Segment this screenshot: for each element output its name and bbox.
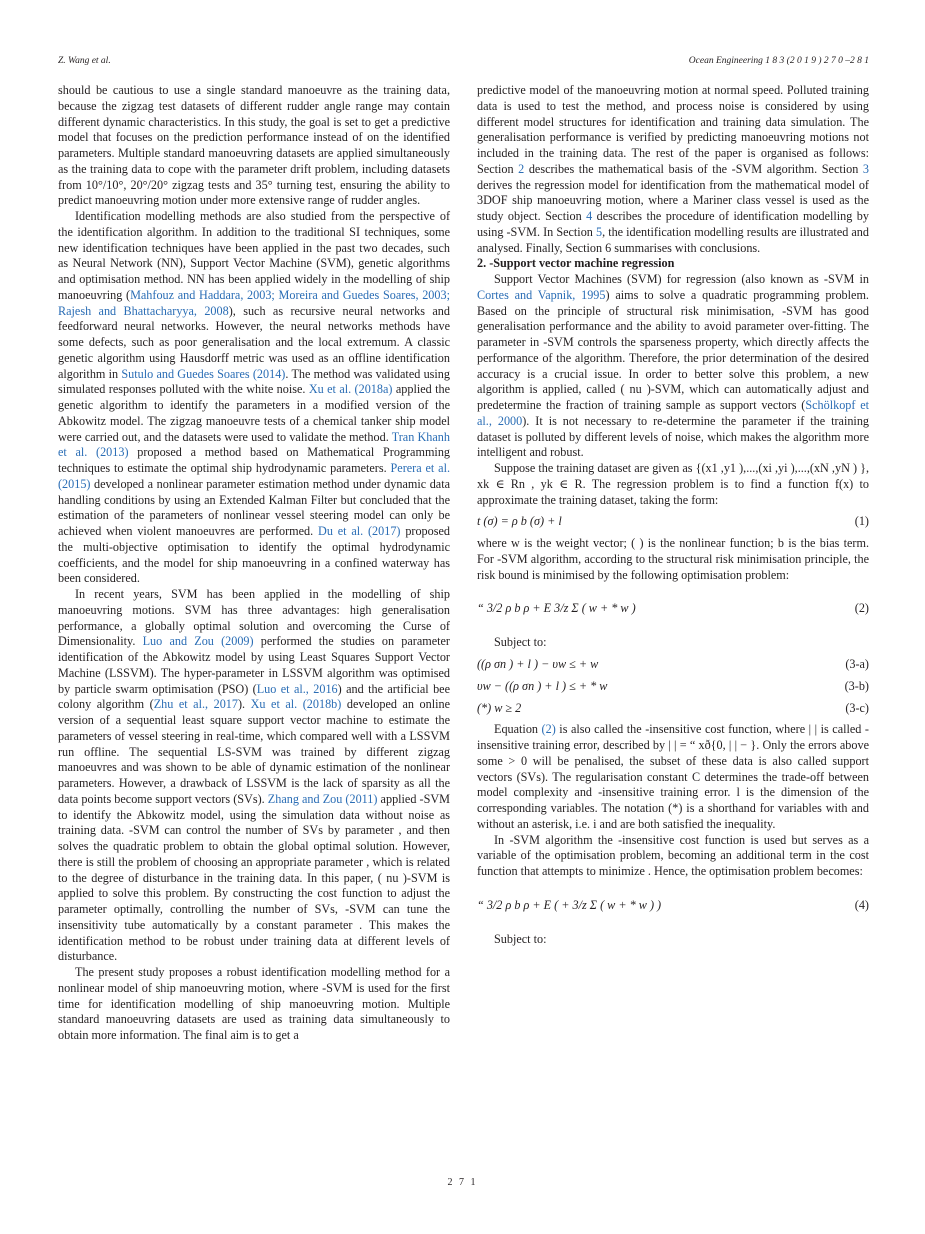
subject-to-label: Subject to: [494,635,547,650]
equation-number: (4) [854,897,869,912]
paragraph: where w is the weight vector; ( ) is the nonlinear function; b is the bias term. For -SVM algorithm, according to the structural risk minimisation principle, the risk bound is minimised by the following optimisation problem: [477,536,869,582]
equation-body: “ 3/2 ρ b ρ + E ( + 3/z Σ ( w + * w ) ) [477,897,662,912]
paragraph: Equation (2) is also called the -insensitive cost function, where | | is called -insensitive training error, described by | | = “ xð{0, | | − }. Only the errors above some > 0 will be penalised, the subset of these data is also called support vectors (SVs). The regularisation constant C determines the trade-off between model complexity and -insensitive training error. l is the dimension of the corresponding variables. The notation (*) is a shorthand for variables with and without an asterisk, i.e. i and are both satisfied the inequality. [477,722,869,831]
citation-link[interactable]: Sutulo and Guedes Soares (2014) [121,366,286,381]
section-link[interactable]: 5 [595,224,603,239]
citation-link[interactable]: Luo and Zou (2009) [142,634,254,649]
section-link[interactable]: 4 [586,209,593,223]
equation-number: (3-a) [845,657,869,671]
equation-body: ((ρ σn ) + l ) − υw ≤ + w [477,657,599,671]
equation-4 [477,886,869,926]
page-number: 2 7 1 [447,1177,478,1188]
subject-to-label: Subject to: [494,931,547,946]
citation-link[interactable]: Tran Khanh et al. (2013) [58,429,450,460]
right-column [477,83,869,948]
citation-link[interactable]: Zhang and Zou (2011) [267,791,378,806]
paragraph: should be cautious to use a single standard manoeuvre as the training data, because the zigzag test datasets of different rudder angle range may contain different dynamic characteristics. In this study, the goal is set to get a predictive model that focuses on the prediction performance instead of on the identified parameters. Multiple standard manoeuvring datasets are applied simultaneously as the training data to cope with the parameter drift problem, including datasets from 10°/10°, 20°/20° zigzag tests and 35° turning test, ensuring the ability to predict manoeuvring motion under more extensive range of rudder angles. [58,83,450,208]
citation-link[interactable]: Xu et al. (2018b) [250,697,342,712]
equation-1 [477,514,869,530]
left-column [58,83,450,1044]
paragraph: The present study proposes a robust identification modelling method for a nonlinear model of ship manoeuvring motion, where -SVM is used for the first time for identification modelling of ship manoeuvring motion. Multiple standard manoeuvring datasets are used as training data simultaneously to obtain more information. The final aim is to get a [58,965,450,1042]
section-heading: 2. -Support vector machine regression [477,256,675,271]
paragraph: Suppose the training dataset are given as {(x1 ,y1 ),...,(xi ,yi ),...,(xN ,yN ) }, xk ∈ Rn , yk ∈ R. The regression problem is to find a function f(x) to approximate the training dataset, taking the form: [477,461,869,507]
equation-number: (3-c) [845,700,869,715]
citation-link[interactable]: Xu et al. (2018a) [308,382,393,397]
paragraph: predictive model of the manoeuvring motion at normal speed. Polluted training data is used to test the method, and process noise is considered by using different model structures for identification and training data simulation. The generalisation performance is verified by predicting manoeuvring motions not included in the training data. The rest of the paper is organised as follows: Section 2 describes the mathematical basis of the -SVM algorithm. Section 3 derives the regression model for identification from the mathematical model of 3DOF ship manoeuvring motion, where a Mariner class vessel is used as the study object. Section 4 describes the procedure of identification modelling by using -SVM. In Section 5, the identification modelling results are illustrated and analysed. Finally, Section 6 summarises with conclusions. [477,83,870,255]
equation-link[interactable]: (2) [541,722,556,737]
section-link[interactable]: 3 [862,161,870,176]
citation-link[interactable]: Schölkopf et al., 2000 [477,398,869,428]
equation-3b [477,679,869,695]
running-header-authors: Z. Wang et al. [58,56,111,66]
equation-3c [477,701,869,717]
equation-body: “ 3/2 ρ b ρ + E 3/z Σ ( w + * w ) [477,601,636,616]
citation-link[interactable]: Perera et al. (2015) [58,461,450,491]
citation-link[interactable]: Cortes and Vapnik, 1995 [477,287,606,302]
equation-2 [477,589,869,629]
paragraph: In recent years, SVM has been applied in the modelling of ship manoeuvring motions. SVM has three advantages: high generalisation performance, a globally optimal solution and overcoming the Curse of Dimensionality. Luo and Zou (2009) performed the studies on parameter identification of the Abkowitz model by using Least Squares Support Vector Machine (LSSVM). The hyper-parameter in LSSVM algorithm was optimised by particle swarm optimisation (PSO) (Luo et al., 2016) and the artificial bee colony algorithm (Zhu et al., 2017). Xu et al. (2018b) developed an online version of a sequential least square support vector machine to estimate the parameters of vessel steering in real-time, which compared well with a LSSVM run offline. The sequential LS-SVM was trained by different zigzag manoeuvres and was shown to be able of dynamic estimation of the nonlinear parameters. However, a drawback of LSSVM is the lack of sparsity as all the data points become support vectors (SVs). Zhang and Zou (2011) applied -SVM to identify the Abkowitz model, using the simulation data without noise as training data. -SVM can control the number of SVs by parameter , and then solves the quadratic problem to obtain the global optimal solution. However, there is still the problem of choosing an appropriate parameter , which is related to the degree of disturbance in the training data. In this paper, ( nu )-SVM is applied to solve this problem. By constructing the cost function to adjust the parameter optimally, controlling the number of SVs, -SVM can tune the insensitivity tube automatically by a constant parameter . This makes the identification method to be robust under training data at different levels of disturbance. [58,587,450,964]
equation-body: υw − ((ρ σn ) + l ) ≤ + * w [477,678,608,693]
equation-3a [477,657,869,673]
paragraph: In -SVM algorithm the -insensitive cost function is used but serves as a variable of the optimisation problem, becoming an additional term in the cost function that attempts to minimize . Hence, the optimisation problem becomes: [477,832,869,878]
citation-link[interactable]: Mahfouz and Haddara, 2003; Moreira and Guedes Soares, 2003; Rajesh and Bhattacharyya, 2008 [58,287,450,318]
section-link[interactable]: 2 [518,161,525,176]
equation-number: (3-b) [844,678,869,693]
equation-body: t (σ) = ρ b (σ) + l [477,514,562,529]
paragraph: Support Vector Machines (SVM) for regression (also known as -SVM in Cortes and Vapnik, 1995) aims to solve a quadratic programming problem. Based on the principle of structural risk minimisation, -SVM has good generalisation performance and the ability to avoid parameter over-fitting. The parameter in -SVM controls the sparseness property, which directly affects the performance of the algorithm. Therefore, the prior determination of the desired accuracy is a crucial issue. In order to better solve this problem, a new algorithm is applied, called ( nu )-SVM, which can automatically adjust and predetermine the fraction of training sample as support vectors (Schölkopf et al., 2000). It is not necessary to re-determine the parameter if the training dataset is polluted by different levels of noise, which makes the algorithm more intelligent and robust. [477,272,870,460]
paragraph: Identification modelling methods are also studied from the perspective of the identification algorithm. In addition to the traditional SI techniques, some new identification techniques have been applied in the past two decades, such as Neural Network (NN), Support Vector Machine (SVM), genetic algorithms and optimisation method. NN has been applied widely in the modelling of ship manoeuvring (Mahfouz and Haddara, 2003; Moreira and Guedes Soares, 2003; Rajesh and Bhattacharyya, 2008), such as recursive neural networks and feedforward neural networks. However, the neural networks methods have some defects, such as poor generalisation and the local extremum. A classic genetic algorithm using Hausdorff metric was used as an offline identification algorithm in Sutulo and Guedes Soares (2014). The method was validated using simulated responses polluted with the white noise. Xu et al. (2018a) applied the genetic algorithm to identify the parameters in a modified version of the Abkowitz model. The zigzag manoeuvre tests of a chemical tanker ship model were carried out, and the datasets were used to validate the method. Tran Khanh et al. (2013) proposed a method based on Mathematical Programming techniques to estimate the optimal ship hydrodynamic parameters. Perera et al. (2015) developed a nonlinear parameter estimation method under dynamic data handling conditions by using an Extended Kalman Filter but concluded that the estimation of the parameters of nonlinear vessel steering model can only be achieved when violent manoeuvres are performed. Du et al. (2017) proposed the multi-objective optimisation to identify the optimal hydrodynamic coefficients, and the model for ship manoeuvring in a confined waterway has been considered. [58,209,451,586]
equation-body: (*) w ≥ 2 [477,700,522,715]
equation-number: (1) [854,514,869,529]
citation-link[interactable]: Zhu et al., 2017 [153,697,238,712]
citation-link[interactable]: Du et al. (2017) [318,524,401,538]
citation-link[interactable]: Luo et al., 2016 [256,681,338,696]
running-header-journal: Ocean Engineering 1 8 3 (2 0 1 9 ) 2 7 0 –2 8 1 [688,56,869,66]
equation-number: (2) [854,601,869,616]
